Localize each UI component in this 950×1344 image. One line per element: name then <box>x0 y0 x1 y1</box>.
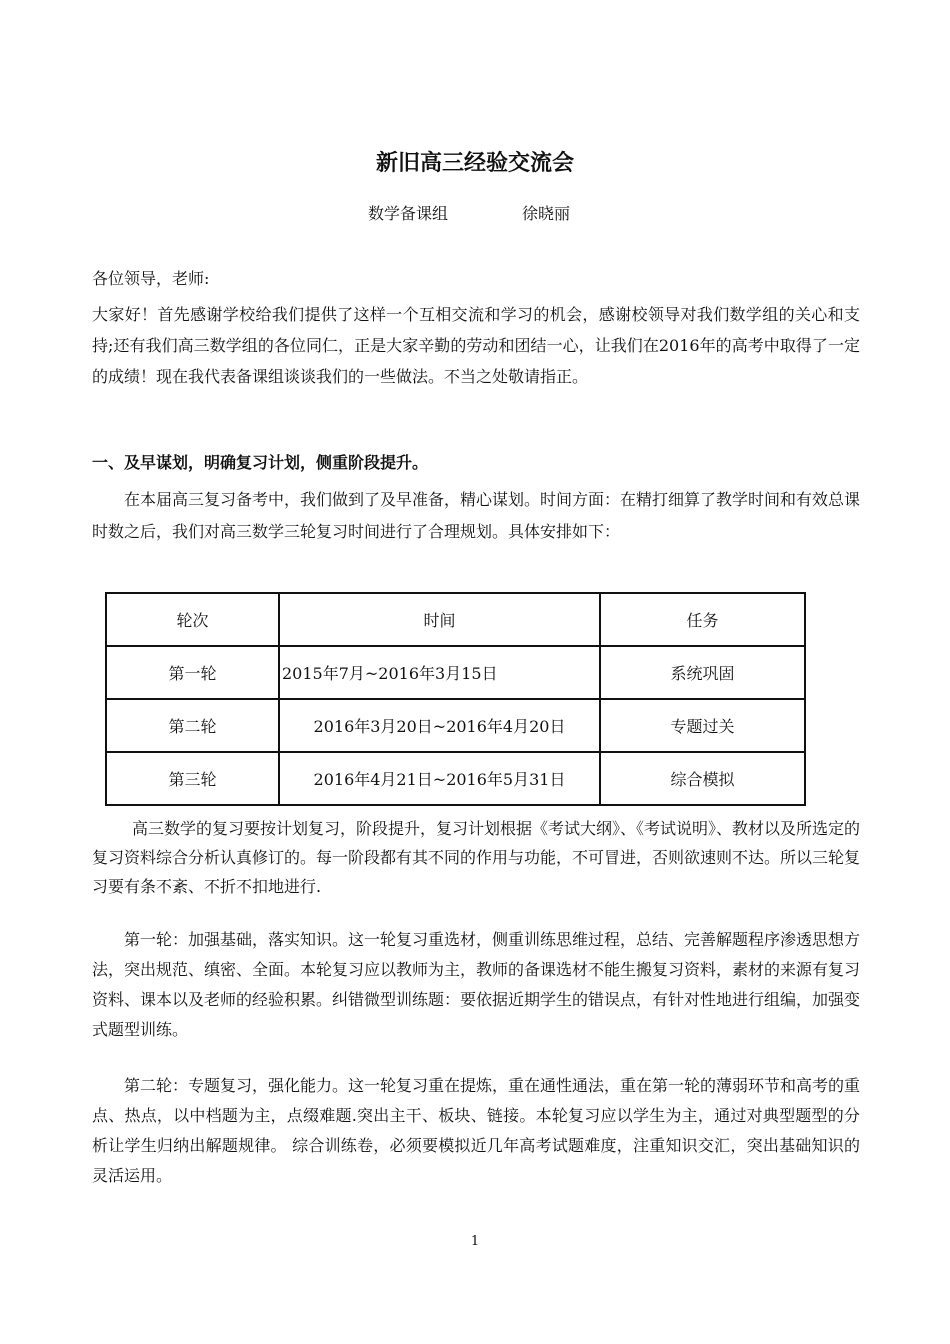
byline <box>368 201 570 224</box>
page-number: 1 <box>470 1234 480 1249</box>
table-cell-task: 专题过关 <box>600 699 805 752</box>
document-title: 新旧高三经验交流会 <box>375 151 574 176</box>
table-header-cell: 时间 <box>279 593 600 646</box>
salutation: 各位领导，老师: <box>92 269 210 288</box>
section-1-heading: 一、及早谋划，明确复习计划，侧重阶段提升。 <box>92 453 429 472</box>
table-row <box>106 752 805 805</box>
table-row <box>106 646 805 699</box>
byline-author: 徐晓丽 <box>522 204 571 223</box>
byline-group: 数学备课组 <box>368 204 449 223</box>
table-cell-task: 综合模拟 <box>600 752 805 805</box>
table-cell-task: 系统巩固 <box>600 646 805 699</box>
table-cell-time: 2015年7月~2016年3月15日 <box>279 646 600 699</box>
table-cell-round: 第一轮 <box>106 646 279 699</box>
intro-paragraph: 大家好！首先感谢学校给我们提供了这样一个互相交流和学习的机会，感谢校领导对我们数学组的关心和支持;还有我们高三数学组的各位同仁，正是大家辛勤的劳动和团结一心，让我们在2016年的高考中取得了一定的成绩！现在我代表备课组谈谈我们的一些做法。不当之处敬请指正。 <box>92 305 860 386</box>
round-1-paragraph: 第一轮：加强基础，落实知识。这一轮复习重选材，侧重训练思维过程，总结、完善解题程序渗透思想方法，突出规范、缜密、全面。本轮复习应以教师为主，教师的备课选材不能生搬复习资料，素材的来源有复习资料、课本以及老师的经验积累。纠错微型训练题：要依据近期学生的错误点，有针对性地进行组编，加强变式题型训练。 <box>92 930 861 1039</box>
table-header-row <box>106 593 805 646</box>
plan-paragraph: 高三数学的复习要按计划复习，阶段提升，复习计划根据《考试大纲》、《考试说明》、教材以及所选定的复习资料综合分析认真修订的。每一阶段都有其不同的作用与功能，不可冒进，否则欲速则不达。所以三轮复习要有条不紊、不折不扣地进行. <box>92 819 861 896</box>
table-header-cell: 任务 <box>600 593 805 646</box>
table-cell-time: 2016年3月20日~2016年4月20日 <box>279 699 600 752</box>
schedule-table <box>105 592 806 806</box>
table-cell-round: 第三轮 <box>106 752 279 805</box>
round-2-paragraph: 第二轮：专题复习，强化能力。这一轮复习重在提炼，重在通性通法，重在第一轮的薄弱环节和高考的重点、热点，以中档题为主，点缀难题.突出主干、板块、链接。本轮复习应以学生为主，通过对典型题型的分析让学生归纳出解题规律。 综合训练卷，必须要模拟近几年高考试题难度，注重知识交汇，突出基础知识的灵活运用。 <box>92 1076 861 1185</box>
section-1-paragraph: 在本届高三复习备考中，我们做到了及早准备，精心谋划。时间方面：在精打细算了教学时间和有效总课时数之后，我们对高三数学三轮复习时间进行了合理规划。具体安排如下： <box>92 490 861 541</box>
table-row <box>106 699 805 752</box>
table-cell-time: 2016年4月21日~2016年5月31日 <box>279 752 600 805</box>
table-header-cell: 轮次 <box>106 593 279 646</box>
table-cell-round: 第二轮 <box>106 699 279 752</box>
